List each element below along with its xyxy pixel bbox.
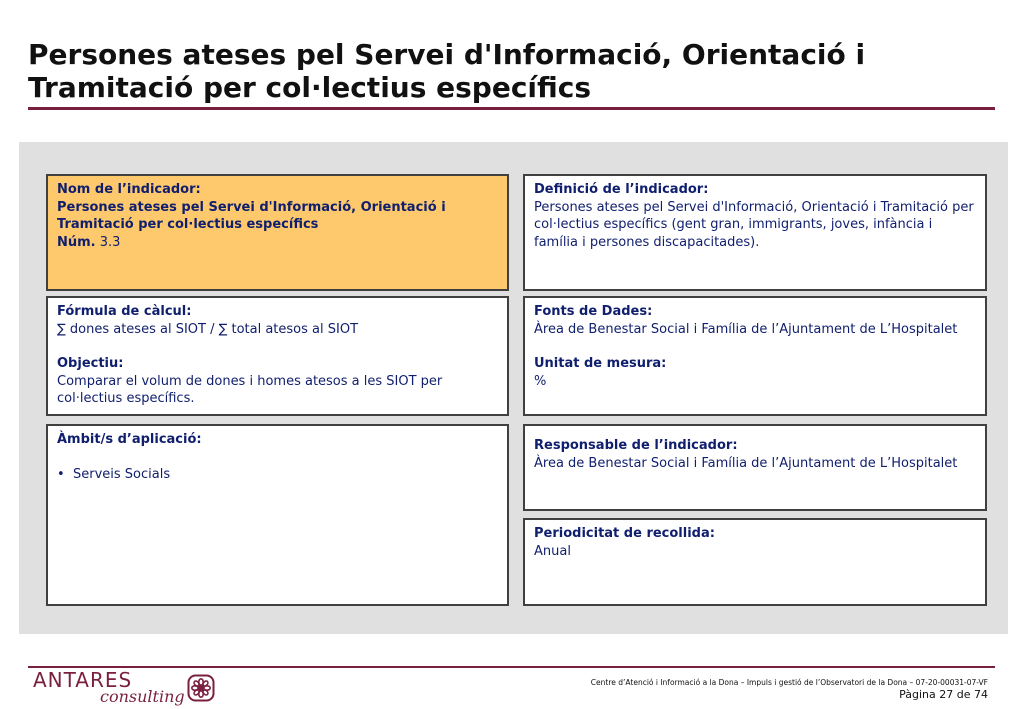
antares-emblem-icon bbox=[187, 674, 215, 702]
indicator-name-label: Nom de l’indicador: bbox=[57, 182, 201, 197]
indicator-number bbox=[57, 234, 498, 252]
periodicity-label: Periodicitat de recollida: bbox=[534, 526, 715, 541]
unit-value: % bbox=[534, 373, 547, 389]
footer-document-reference: Centre d’Atenció i Informació a la Dona – Impuls i gestió de l’Observatori de la Dona – 07-20-00031-07-VF bbox=[590, 678, 988, 687]
unit-label: Unitat de mesura: bbox=[534, 356, 667, 371]
antares-logo-text: ANTARES bbox=[33, 668, 133, 692]
scope-item: Serveis Socials bbox=[73, 466, 171, 482]
scope-box bbox=[46, 424, 509, 606]
objective-label: Objectiu: bbox=[57, 356, 124, 371]
indicator-name-box bbox=[46, 174, 509, 291]
formula-value: ∑ dones ateses al SIOT / ∑ total atesos al SIOT bbox=[57, 321, 359, 337]
data-sources-value: Àrea de Benestar Social i Família de l’Ajuntament de L’Hospitalet bbox=[534, 321, 958, 337]
indicator-name-value: Persones ateses pel Servei d'Informació, Orientació i Tramitació per col·lectius específics bbox=[57, 199, 446, 232]
periodicity-box bbox=[523, 518, 987, 606]
scope-label: Àmbit/s d’aplicació: bbox=[57, 432, 202, 447]
indicator-definition-box bbox=[523, 174, 987, 291]
list-item bbox=[57, 466, 498, 484]
indicator-number-label: Núm. bbox=[57, 234, 96, 250]
formula-box bbox=[46, 296, 509, 416]
definition-label: Definició de l’indicador: bbox=[534, 182, 709, 197]
title-divider bbox=[28, 107, 995, 110]
indicator-number-value: 3.3 bbox=[99, 234, 121, 250]
periodicity-value: Anual bbox=[534, 543, 571, 559]
consulting-logo-text: consulting bbox=[100, 687, 185, 706]
responsible-box bbox=[523, 424, 987, 511]
formula-label: Fórmula de càlcul: bbox=[57, 304, 192, 319]
page-number: Pàgina 27 de 74 bbox=[899, 688, 988, 701]
responsible-value: Àrea de Benestar Social i Família de l’Ajuntament de L’Hospitalet bbox=[534, 455, 958, 471]
footer-divider bbox=[28, 666, 995, 668]
page-title: Persones ateses pel Servei d'Informació, Orientació i Tramitació per col·lectius específics bbox=[28, 38, 866, 104]
bullet-icon: • bbox=[57, 466, 65, 482]
definition-value: Persones ateses pel Servei d'Informació, Orientació i Tramitació per col·lectius específics (gent gran, immigrants, joves, infància i família i persones discapacitades). bbox=[534, 199, 974, 250]
objective-value: Comparar el volum de dones i homes atesos a les SIOT per col·lectius específics. bbox=[57, 373, 443, 406]
data-sources-label: Fonts de Dades: bbox=[534, 304, 653, 319]
responsible-label: Responsable de l’indicador: bbox=[534, 438, 738, 453]
data-sources-box bbox=[523, 296, 987, 416]
